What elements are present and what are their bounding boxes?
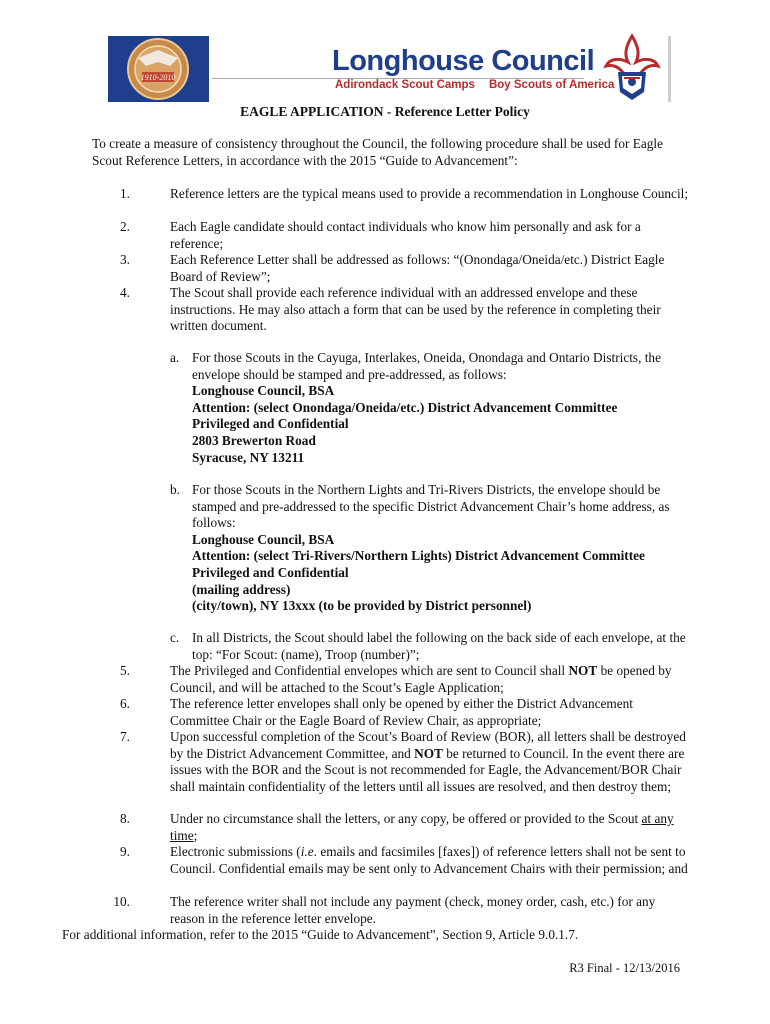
list-item — [170, 844, 690, 877]
address-line: (city/town), NY 13xxx (to be provided by District personnel) — [192, 598, 532, 614]
revision-footer: R3 Final - 12/13/2016 — [569, 961, 680, 975]
text-run: Electronic submissions ( — [170, 844, 301, 859]
emphasis-not: NOT — [414, 745, 443, 761]
address-line: Attention: (select Onondaga/Oneida/etc.) District Advancement Committee — [192, 399, 618, 415]
address-line: (mailing address) — [192, 581, 291, 597]
address-line: 2803 Brewerton Road — [192, 432, 316, 448]
item-number: 7. — [120, 729, 130, 744]
address-line: Syracuse, NY 13211 — [192, 449, 305, 465]
sub-item-b — [192, 482, 692, 615]
sub-item-text: For those Scouts in the Cayuga, Interlakes, Oneida, Onondaga and Ontario Districts, the envelope should be stamped and pre-addressed, as follows: — [192, 350, 661, 382]
text-run: Under no circumstance shall the letters, or any copy, be offered or provided to the Scout — [170, 811, 642, 826]
item-number: 3. — [120, 252, 130, 267]
list-item — [170, 811, 690, 844]
list-item: Each Eagle candidate should contact individuals who know him personally and ask for a reference; — [170, 219, 641, 251]
list-item — [170, 663, 690, 696]
address-line: Privileged and Confidential — [192, 564, 349, 580]
text-run: be returned to Council. In the event there are issues with the BOR and the Scout is not recommended for Eagle, the Advancement/BOR Chair shall maintain confidentiality of the letters until all issues are resolved, and then destroy them; — [170, 745, 685, 794]
address-line: Longhouse Council, BSA — [192, 383, 335, 399]
emphasis-not: NOT — [568, 663, 598, 678]
closing-paragraph: For additional information, refer to the 2015 “Guide to Advancement”, Section 9, Article 9.0.1.7. — [62, 927, 579, 942]
item-number: 6. — [120, 696, 130, 711]
item-number: 2. — [120, 219, 130, 234]
emphasis-italic: i.e — [300, 844, 314, 859]
brand-sub-right: Boy Scouts of America — [488, 79, 615, 91]
address-line: Longhouse Council, BSA — [192, 531, 335, 547]
list-item — [170, 729, 690, 795]
text-run: . emails and facsimiles [faxes]) of reference letters shall not be sent to Council. Confidential emails may be sent only to Advancement Chairs with their permission; and — [170, 844, 688, 876]
brand-subtitle — [335, 78, 614, 92]
text-run: ; — [193, 827, 198, 843]
header-divider — [668, 36, 671, 102]
item-number: 9. — [120, 844, 130, 859]
text-run: be opened by Council, and will be attached to the Scout’s Eagle Application; — [170, 663, 672, 695]
list-item: The reference writer shall not include any payment (check, money order, cash, etc.) for any reason in the reference letter envelope. — [170, 894, 656, 926]
list-item: The reference letter envelopes shall only be opened by either the District Advancement Committee Chair or the Eagle Board of Review Chair, as appropriate; — [170, 696, 633, 728]
brand-sub-left: Adirondack Scout Camps — [335, 79, 475, 91]
text-run: Upon successful completion of the Scout’s Board of Review (BOR), all letters shall be destroyed by the District Advancement Committee, and — [170, 729, 686, 761]
text-run: The Privileged and Confidential envelopes which are sent to Council shall — [170, 663, 569, 678]
council-seal-image — [108, 36, 209, 102]
page-title: EAGLE APPLICATION - Reference Letter Policy — [240, 104, 530, 119]
sub-item-letter: b. — [170, 482, 180, 497]
emphasis-underline: at any time — [170, 811, 674, 843]
address-line: Attention: (select Tri-Rivers/Northern Lights) District Advancement Committee — [192, 548, 645, 564]
sub-item-letter: c. — [170, 630, 180, 645]
list-item: Reference letters are the typical means used to provide a recommendation in Longhouse Council; — [170, 186, 689, 201]
bsa-fleur-de-lis-icon — [594, 32, 670, 104]
item-number: 4. — [120, 285, 130, 300]
list-item: Each Reference Letter shall be addressed as follows: “(Onondaga/Oneida/etc.) District Eagle Board of Review”; — [170, 252, 665, 284]
sub-item-a — [192, 350, 692, 466]
item-number: 10. — [113, 894, 130, 909]
address-line: Privileged and Confidential — [192, 416, 349, 432]
seal-text: 1910-2010 — [140, 73, 176, 82]
intro-paragraph: To create a measure of consistency throughout the Council, the following procedure shall be used for Eagle Scout Reference Letters, in accordance with the 2015 “Guide to Advancement”: — [92, 136, 664, 168]
sub-item-letter: a. — [170, 350, 180, 365]
sub-item-c: In all Districts, the Scout should label the following on the back side of each envelope, at the top: “For Scout: (name), Troop (number)”; — [192, 630, 686, 662]
list-item: The Scout shall provide each reference individual with an addressed envelope and these instructions. He may also attach a form that can be used by the reference in completing their written document. — [170, 285, 661, 334]
item-number: 1. — [120, 186, 130, 201]
item-number: 8. — [120, 811, 130, 826]
brand-name: Longhouse Council — [332, 45, 595, 77]
item-number: 5. — [120, 663, 130, 678]
sub-item-text: For those Scouts in the Northern Lights and Tri-Rivers Districts, the envelope should be stamped and pre-addressed to the specific District Advancement Chair’s home address, as follows: — [192, 482, 670, 531]
